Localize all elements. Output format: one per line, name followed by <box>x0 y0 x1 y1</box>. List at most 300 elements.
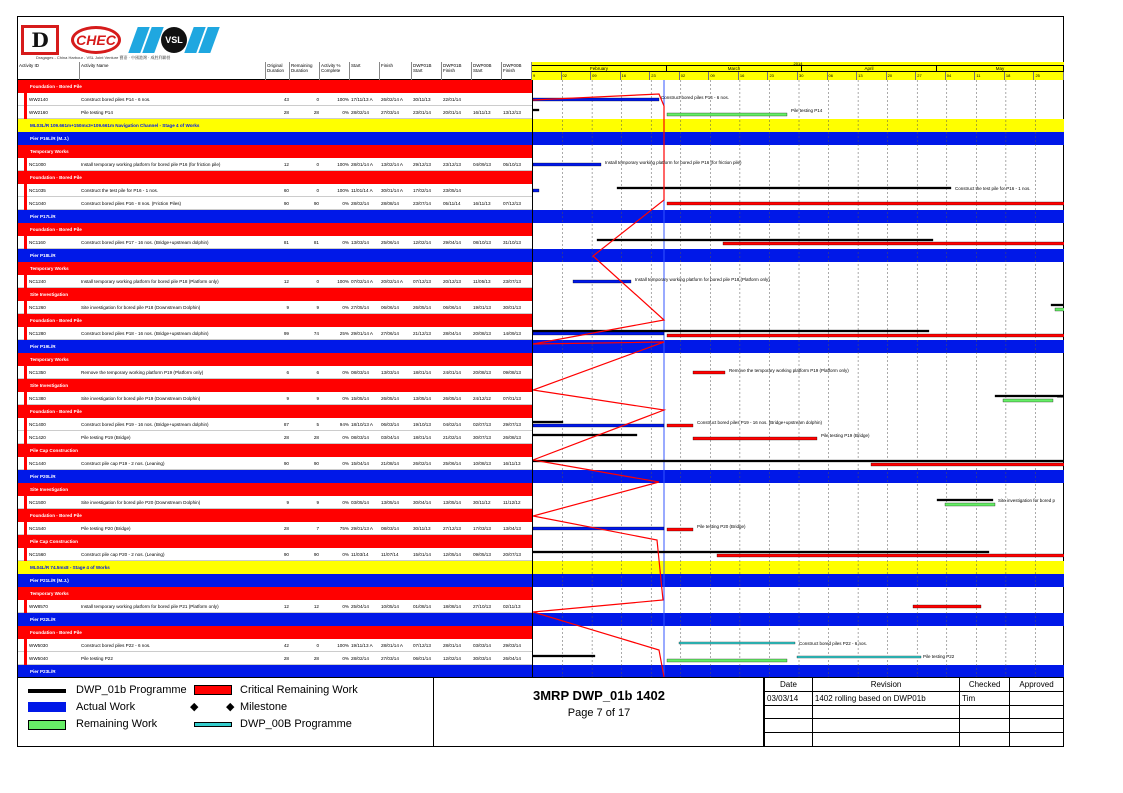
dwp01b-start: 07/12/13 <box>413 279 431 284</box>
table-row[interactable] <box>18 301 532 314</box>
gantt-band <box>533 210 1064 223</box>
col-dwp00b-start[interactable]: DWP00B Start <box>472 62 502 80</box>
wbs-band[interactable] <box>18 223 532 236</box>
table-row[interactable] <box>18 158 532 171</box>
table-row[interactable] <box>18 184 532 197</box>
activity-id: WW5030 <box>29 643 48 648</box>
remaining-duration: 74 <box>313 331 319 336</box>
percent-complete: 100% <box>337 188 349 193</box>
timescale-week: 23 <box>650 72 680 80</box>
original-duration: 99 <box>283 331 289 336</box>
gantt-band <box>533 470 1064 483</box>
dwp01b-finish: 05/11/14 <box>443 201 461 206</box>
gantt-band <box>533 340 1064 353</box>
original-duration: 42 <box>283 643 289 648</box>
activity-id: NC1260 <box>29 305 46 310</box>
timescale-week: 9 <box>532 72 562 80</box>
original-duration: 90 <box>283 461 289 466</box>
dwp01b-start: 17/02/14 <box>413 188 431 193</box>
activity-id: NC1280 <box>29 331 46 336</box>
table-row[interactable] <box>18 236 532 249</box>
dwp00b-finish: 26/04/14 <box>503 656 521 661</box>
table-row[interactable] <box>18 652 532 665</box>
bar-label: Construct bored piles P22 - 6 nos. <box>799 641 868 646</box>
wbs-band[interactable] <box>18 470 532 483</box>
original-duration: 28 <box>283 656 289 661</box>
legend <box>18 677 434 747</box>
dwp01b-finish: 25/06/14 <box>443 461 461 466</box>
finish-date: 13/05/14 <box>381 500 399 505</box>
activity-id: NC1500 <box>29 500 46 505</box>
start-date: 29/01/13 A <box>351 526 373 531</box>
col-finish[interactable]: Finish <box>380 62 412 80</box>
dwp00b-start: 20/08/13 <box>473 370 491 375</box>
activity-name: Pile testing P19 (Bridge) <box>81 435 131 440</box>
remaining-duration: 28 <box>313 656 319 661</box>
dwp01b-finish: 22/01/14 <box>443 97 461 102</box>
start-date: 25/04/14 <box>351 604 369 609</box>
remaining-duration: 9 <box>316 500 319 505</box>
activity-name: Install temporary working platform for bored pile P16 (for friction pile) <box>81 162 221 167</box>
wbs-band[interactable] <box>18 80 532 93</box>
dwp01b-start: 30/04/14 <box>413 500 431 505</box>
gantt-bar <box>693 371 725 374</box>
gantt-bar <box>995 395 1064 397</box>
finish-date: 06/06/14 <box>381 305 399 310</box>
table-row[interactable] <box>18 639 532 652</box>
percent-complete: 0% <box>342 201 349 206</box>
remaining-duration: 5 <box>316 422 319 427</box>
table-row[interactable] <box>18 457 532 470</box>
activity-name: Construct bored piles P17 - 16 nos. (Bridge+upstream dolphin) <box>81 240 209 245</box>
table-row[interactable] <box>18 197 532 210</box>
activity-id: NC1440 <box>29 461 46 466</box>
wbs-band[interactable] <box>18 288 532 301</box>
wbs-band[interactable] <box>18 587 532 600</box>
timescale-week: 23 <box>768 72 798 80</box>
page-number: Page 7 of 17 <box>567 707 631 719</box>
timescale-week: 13 <box>857 72 887 80</box>
timescale-month: April <box>802 66 937 72</box>
gantt-bar <box>667 528 693 531</box>
finish-date: 08/03/14 <box>381 526 399 531</box>
dwp01b-finish: 21/02/14 <box>443 435 461 440</box>
remaining-duration: 28 <box>313 110 319 115</box>
timescale-week: 11 <box>975 72 1005 80</box>
finish-date: 27/03/14 <box>381 110 399 115</box>
rev-header-approved: Approved <box>1010 678 1064 692</box>
activity-id: NC1040 <box>29 201 46 206</box>
rev-date <box>765 733 813 747</box>
dwp00b-start: 24/12/12 <box>473 396 491 401</box>
dwp01b-finish: 04/02/14 <box>443 422 461 427</box>
rev-row <box>765 719 1064 733</box>
wbs-band[interactable] <box>18 353 532 366</box>
timescale-week: 06 <box>828 72 858 80</box>
dwp01b-start: 26/02/14 <box>413 461 431 466</box>
gantt-bar <box>533 460 1064 462</box>
wbs-band[interactable] <box>18 483 532 496</box>
wbs-band[interactable] <box>18 262 532 275</box>
dwp01b-finish: 26/05/14 <box>443 396 461 401</box>
percent-complete: 0% <box>342 435 349 440</box>
dwp01b-start: 15/01/14 <box>413 552 431 557</box>
dwp01b-start: 30/11/13 <box>413 526 431 531</box>
activity-id: WW8570 <box>29 604 48 609</box>
bar-label: Install temporary working platform for bored pile P18 (Platform only) <box>635 277 770 282</box>
percent-complete: 100% <box>337 162 349 167</box>
wbs-band[interactable] <box>18 574 532 587</box>
activity-id: NC1560 <box>29 552 46 557</box>
gantt-bar <box>533 189 539 192</box>
activity-name: Construct the test pile for P16 - 1 nos. <box>81 188 159 193</box>
dwp00b-start: 10/08/13 <box>473 461 491 466</box>
gantt-bar <box>597 239 933 241</box>
timescale-week: 20 <box>887 72 917 80</box>
wbs-band-label: Foundation - Bored Pile <box>30 513 82 518</box>
wbs-band[interactable] <box>18 626 532 639</box>
remaining-duration: 90 <box>313 461 319 466</box>
wbs-band-label: Foundation - Bored Pile <box>30 630 82 635</box>
timescale-week: 09 <box>591 72 621 80</box>
legend-milestone: Milestone <box>240 701 288 713</box>
wbs-band[interactable] <box>18 145 532 158</box>
percent-complete: 0% <box>342 370 349 375</box>
wbs-band-label: Pier P20L/R <box>30 474 56 479</box>
percent-complete: 75% <box>339 526 349 531</box>
col-dwp00b-finish[interactable]: DWP00B Finish <box>502 62 532 80</box>
bar-label: Pile testing P19 (Bridge) <box>821 433 870 438</box>
dwp00b-finish <box>502 93 532 106</box>
gantt-bar <box>679 642 795 644</box>
milestone-diamond-icon: ◆ <box>226 701 235 713</box>
legend-programme: DWP_01b Programme <box>76 684 187 696</box>
start-date: 08/03/14 <box>351 435 369 440</box>
bar-label: Construct bored piles P14 - 6 nos. <box>661 95 730 100</box>
dwp00b-start: 03/03/14 <box>473 643 491 648</box>
timescale-week: 25 <box>1034 72 1064 80</box>
dwp01b-finish: 20/01/14 <box>443 110 461 115</box>
table-row[interactable] <box>18 418 532 431</box>
rev-checked <box>960 719 1010 733</box>
percent-complete: 0% <box>342 240 349 245</box>
table-row[interactable] <box>18 93 532 106</box>
rev-checked <box>960 705 1010 719</box>
original-duration: 9 <box>286 305 289 310</box>
dwp01b-finish: 29/04/14 <box>443 240 461 245</box>
remaining-duration: 0 <box>316 97 319 102</box>
original-duration: 6 <box>286 370 289 375</box>
gantt-band <box>533 119 1064 132</box>
dwp00b-start: 30/03/14 <box>473 656 491 661</box>
start-date: 15/04/14 <box>351 461 369 466</box>
activity-name: Construct pile cap P20 - 2 nos. (Leaning) <box>81 552 165 557</box>
remaining-duration: 90 <box>313 201 319 206</box>
rev-checked <box>960 733 1010 747</box>
rev-approved <box>1010 691 1064 705</box>
table-row[interactable] <box>18 548 532 561</box>
col-start[interactable]: Start <box>350 62 380 80</box>
rev-header-date: Date <box>765 678 813 692</box>
col-dwp01b-start[interactable]: DWP01B Start <box>412 62 442 80</box>
table-row[interactable] <box>18 106 532 119</box>
table-row[interactable] <box>18 392 532 405</box>
finish-date: 11/07/14 <box>381 552 399 557</box>
dwp01b-finish: 06/06/14 <box>443 305 461 310</box>
start-date: 15/05/14 <box>351 396 369 401</box>
activity-name: Remove the temporary working platform P19 (Platform only) <box>81 370 204 375</box>
col-percent-complete[interactable]: Activity % Complete <box>320 62 350 80</box>
original-duration: 12 <box>283 604 289 609</box>
percent-complete: 0% <box>342 461 349 466</box>
wbs-band-label: Pile Cap Construction <box>30 448 78 453</box>
bar-label: Remove the temporary working platform P19 (Platform only) <box>729 368 849 373</box>
wbs-band[interactable] <box>18 444 532 457</box>
remaining-duration: 0 <box>316 279 319 284</box>
original-duration: 9 <box>286 500 289 505</box>
gantt-chart <box>532 80 1064 677</box>
dwp01b-finish: 18/08/14 <box>443 604 461 609</box>
gantt-bar <box>533 421 563 423</box>
rev-header-checked: Checked <box>960 678 1010 692</box>
dwp01b-finish: 23/05/14 <box>443 188 461 193</box>
dwp01b-start: 01/08/14 <box>413 604 431 609</box>
table-row[interactable] <box>18 431 532 444</box>
start-date: 17/11/13 A <box>351 97 373 102</box>
company-name: Dragages - China Harbour - VSL Joint Venture 寶嘉 · 中國港灣 · 威胜利聯營 <box>36 55 171 60</box>
milestone-diamond-icon: ◆ <box>190 701 199 713</box>
table-row[interactable] <box>18 496 532 509</box>
activity-table <box>18 80 532 677</box>
percent-complete: 0% <box>342 305 349 310</box>
activity-name: Site investigation for bored pile P20 (Downstream Dolphin) <box>81 500 201 505</box>
table-row[interactable] <box>18 327 532 340</box>
remaining-duration: 7 <box>316 526 319 531</box>
dwp01b-start: 07/12/13 <box>413 643 431 648</box>
start-date: 18/10/13 A <box>351 422 373 427</box>
remaining-duration: 0 <box>316 188 319 193</box>
dwp00b-finish: 23/07/13 <box>503 279 521 284</box>
finish-date: 28/08/14 <box>381 201 399 206</box>
table-row[interactable] <box>18 522 532 535</box>
wbs-band[interactable] <box>18 249 532 262</box>
col-activity-id[interactable]: Activity ID <box>18 62 80 80</box>
dwp00b-finish: 09/08/13 <box>503 370 521 375</box>
gantt-canvas <box>533 80 1064 677</box>
remaining-duration: 12 <box>313 604 319 609</box>
gantt-bar <box>667 334 1064 337</box>
activity-id: NC1400 <box>29 422 46 427</box>
dwp01b-finish: 24/01/14 <box>443 370 461 375</box>
dwp00b-finish: 13/04/13 <box>503 526 521 531</box>
activity-id: NC1350 <box>29 370 46 375</box>
wbs-band-label: Foundation - Bored Pile <box>30 84 82 89</box>
gantt-bar <box>617 187 951 189</box>
dwp00b-finish: 11/12/12 <box>503 500 521 505</box>
timescale-week: 09 <box>709 72 739 80</box>
rev-description <box>812 705 959 719</box>
wbs-band[interactable] <box>18 340 532 353</box>
gantt-bar <box>1003 399 1053 402</box>
activity-name: Pile testing P22 <box>81 656 113 661</box>
wbs-band-label: Temporary Works <box>30 591 69 596</box>
percent-complete: 0% <box>342 604 349 609</box>
original-duration: 12 <box>283 162 289 167</box>
wbs-band-label: Pier P17L/R <box>30 214 56 219</box>
gantt-bar <box>533 163 601 166</box>
original-duration: 28 <box>283 435 289 440</box>
dwp00b-finish <box>502 184 532 197</box>
schedule-sheet <box>17 16 1064 747</box>
start-date: 19/11/13 A <box>351 643 373 648</box>
gantt-bar <box>717 554 1064 557</box>
rev-date: 03/03/14 <box>765 691 813 705</box>
finish-date: 20/02/14 A <box>381 279 403 284</box>
gantt-bar <box>871 463 1064 466</box>
rev-row <box>765 691 1064 705</box>
dwp00b-finish: 31/10/13 <box>503 240 521 245</box>
wbs-band-label: Site Investigation <box>30 292 69 297</box>
rev-approved <box>1010 705 1064 719</box>
dwp00b-start: 30/11/12 <box>473 500 491 505</box>
start-date: 07/02/14 A <box>351 279 373 284</box>
original-duration: 12 <box>283 279 289 284</box>
dwp00b-finish: 02/11/13 <box>503 604 521 609</box>
wbs-band-label: Pier P22L/R <box>30 617 56 622</box>
wbs-band[interactable] <box>18 535 532 548</box>
dwp00b-start <box>472 184 502 197</box>
start-date: 11/03/14 <box>351 552 369 557</box>
timescale-month: May <box>937 66 1064 72</box>
dwp00b-start <box>472 93 502 106</box>
rev-approved <box>1010 733 1064 747</box>
finish-date: 21/08/14 <box>381 461 399 466</box>
column-headers <box>18 62 532 80</box>
col-dwp01b-finish[interactable]: DWP01B Finish <box>442 62 472 80</box>
finish-date: 27/03/14 <box>381 656 399 661</box>
wbs-band[interactable] <box>18 379 532 392</box>
dwp01b-start: 26/05/14 <box>413 305 431 310</box>
bar-label: Pile testing P14 <box>791 108 823 113</box>
activity-id: NC1000 <box>29 162 46 167</box>
dwp00b-start: 16/11/13 <box>473 110 491 115</box>
gantt-bar <box>667 113 787 116</box>
remaining-duration: 28 <box>313 435 319 440</box>
col-remaining-duration[interactable]: Remaining Duration <box>290 62 320 80</box>
gantt-bar <box>723 242 1064 245</box>
gantt-bar <box>533 655 595 657</box>
timescale-week: 04 <box>946 72 976 80</box>
activity-name: Construct bored piles P22 - 6 nos. <box>81 643 151 648</box>
gantt-bar <box>533 424 664 427</box>
activity-id: WW2140 <box>29 97 48 102</box>
dwp01b-start: 06/01/14 <box>413 656 431 661</box>
percent-complete: 0% <box>342 656 349 661</box>
activity-name: Construct bored piles P19 - 16 nos. (Bridge+upstream dolphin) <box>81 422 209 427</box>
start-date: 11/01/14 A <box>351 188 373 193</box>
gantt-bar <box>945 503 995 506</box>
original-duration: 43 <box>283 97 289 102</box>
activity-name: Construct bored piles P16 - 8 nos. (Friction Piles) <box>81 201 182 206</box>
wbs-band[interactable] <box>18 613 532 626</box>
legend-dwp00b: DWP_00B Programme <box>240 718 352 730</box>
gantt-bar <box>1051 304 1064 306</box>
dwp01b-start: 18/01/14 <box>413 435 431 440</box>
col-activity-name[interactable]: Activity Name <box>80 62 266 80</box>
wbs-band[interactable] <box>18 132 532 145</box>
dwp00b-swatch <box>194 722 232 727</box>
dwp01b-start: 19/10/13 <box>413 422 431 427</box>
activity-id: NC1540 <box>29 526 46 531</box>
legend-critical: Critical Remaining Work <box>240 684 358 696</box>
activity-name: Pile testing P14 <box>81 110 113 115</box>
wbs-band[interactable] <box>18 561 532 574</box>
gantt-bar <box>667 659 787 662</box>
dwp01b-finish: 13/05/14 <box>443 500 461 505</box>
wbs-band-label: Pier P18L/R <box>30 253 56 258</box>
dwp01b-start: 30/11/13 <box>413 97 431 102</box>
gantt-bar <box>913 605 981 608</box>
dwp00b-finish: 26/08/13 <box>503 435 521 440</box>
gantt-bar <box>1055 308 1064 311</box>
dwp01b-finish: 20/12/13 <box>443 279 461 284</box>
timescale-week: 02 <box>680 72 710 80</box>
dwp00b-start: 16/11/13 <box>473 201 491 206</box>
start-date: 28/01/14 A <box>351 162 373 167</box>
gantt-bar <box>937 499 993 501</box>
wbs-band-label: Temporary Works <box>30 266 69 271</box>
wbs-band[interactable] <box>18 119 532 132</box>
finish-date: 25/06/14 <box>381 240 399 245</box>
gantt-band <box>533 249 1064 262</box>
dwp00b-finish: 29/07/13 <box>503 422 521 427</box>
start-date: 28/02/14 <box>351 656 369 661</box>
dredging-logo: D <box>21 25 59 55</box>
percent-complete: 0% <box>342 396 349 401</box>
wbs-band-label: Pile Cap Construction <box>30 539 78 544</box>
rev-row <box>765 733 1064 747</box>
programme-swatch <box>28 689 66 693</box>
wbs-band[interactable] <box>18 210 532 223</box>
dwp01b-finish: 12/05/14 <box>443 552 461 557</box>
table-row[interactable] <box>18 275 532 288</box>
bar-label: Site <box>1057 394 1065 399</box>
original-duration: 87 <box>283 422 289 427</box>
start-date: 28/02/14 <box>351 110 369 115</box>
rev-date <box>765 705 813 719</box>
table-row[interactable] <box>18 600 532 613</box>
dwp01b-start: 21/12/13 <box>413 331 431 336</box>
wbs-band[interactable] <box>18 314 532 327</box>
dwp00b-finish: 29/03/14 <box>503 643 521 648</box>
gantt-band <box>533 574 1064 587</box>
original-duration: 90 <box>283 552 289 557</box>
rev-description <box>812 719 959 733</box>
dwp01b-start: 12/02/14 <box>413 240 431 245</box>
start-date: 13/03/14 <box>351 240 369 245</box>
finish-date: 13/02/14 A <box>381 162 403 167</box>
wbs-band[interactable] <box>18 405 532 418</box>
wbs-band[interactable] <box>18 509 532 522</box>
rev-row <box>765 705 1064 719</box>
wbs-band[interactable] <box>18 665 532 677</box>
col-original-duration[interactable]: Original Duration <box>266 62 290 80</box>
dwp00b-start: 09/05/13 <box>473 552 491 557</box>
dwp01b-finish: 28/01/14 <box>443 643 461 648</box>
table-row[interactable] <box>18 366 532 379</box>
gantt-bar <box>533 434 637 436</box>
wbs-band[interactable] <box>18 171 532 184</box>
